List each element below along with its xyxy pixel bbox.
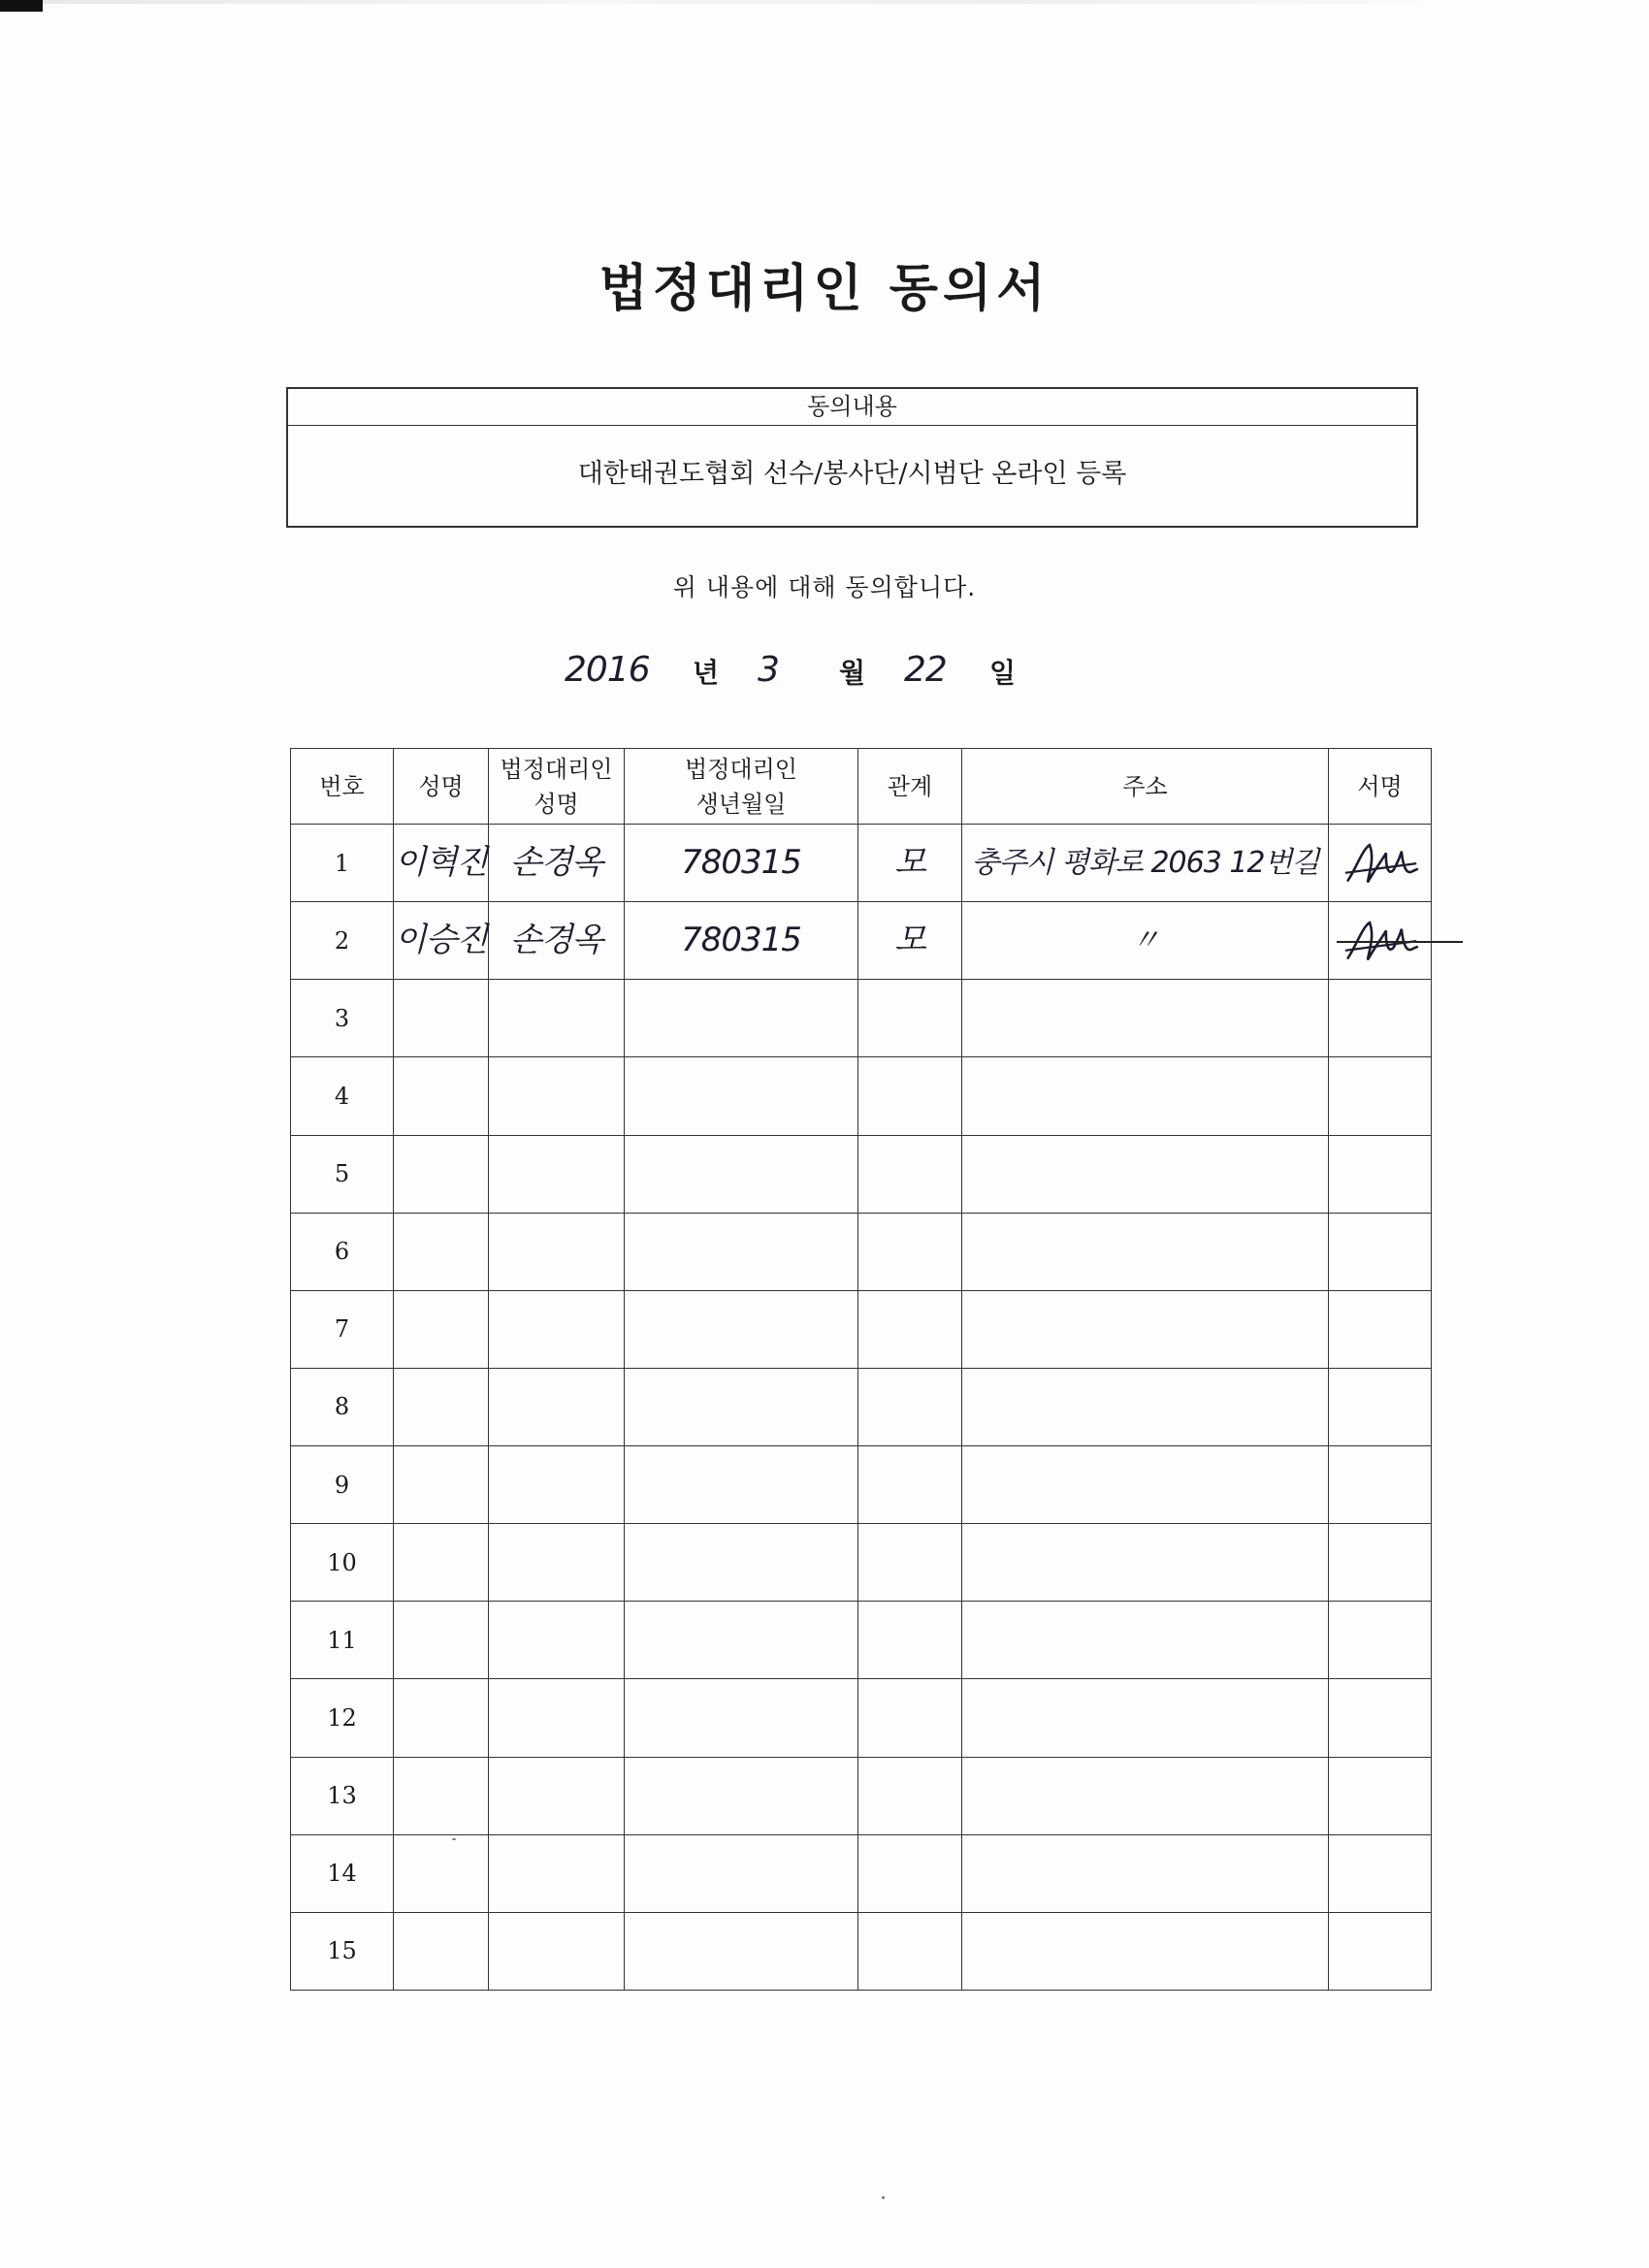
cell-birth bbox=[625, 1446, 858, 1524]
table-row bbox=[291, 1446, 1432, 1524]
cell-signature bbox=[1329, 980, 1432, 1057]
cell-name bbox=[394, 980, 489, 1057]
cell-name bbox=[394, 1446, 489, 1524]
cell-guardian-name bbox=[489, 1912, 625, 1990]
cell-name bbox=[394, 1290, 489, 1368]
cell-address bbox=[962, 1135, 1329, 1213]
cell-guardian-name bbox=[489, 1135, 625, 1213]
cell-birth bbox=[625, 1524, 858, 1602]
cell-name bbox=[394, 1679, 489, 1757]
table-header-row bbox=[291, 749, 1432, 825]
cell-name bbox=[394, 1213, 489, 1290]
cell-guardian-name bbox=[489, 1213, 625, 1290]
cell-signature bbox=[1329, 1290, 1432, 1368]
cell-address bbox=[962, 1213, 1329, 1290]
cell-guardian-name bbox=[489, 1602, 625, 1679]
cell-name bbox=[394, 1368, 489, 1445]
cell-signature bbox=[1329, 1834, 1432, 1912]
cell-relation bbox=[858, 1757, 962, 1834]
row-number: 14 bbox=[291, 1834, 394, 1912]
cell-name bbox=[394, 1912, 489, 1990]
cell-name bbox=[394, 825, 489, 902]
signature-tail-stroke bbox=[1337, 941, 1463, 943]
header-guardian-name-line1: 법정대리인 bbox=[500, 755, 613, 783]
handwritten-guardian-name: 손경옥 bbox=[509, 921, 603, 960]
document-title: 법정대리인 동의서 bbox=[598, 260, 1051, 318]
scan-speck bbox=[882, 2196, 885, 2199]
cell-relation bbox=[858, 1368, 962, 1445]
cell-signature bbox=[1329, 1057, 1432, 1135]
cell-address bbox=[962, 1757, 1329, 1834]
cell-birth bbox=[625, 1290, 858, 1368]
handwritten-address: 충주시 평화로 2063 12번길 bbox=[971, 846, 1319, 881]
cell-relation bbox=[858, 1135, 962, 1213]
row-number: 1 bbox=[291, 825, 394, 902]
cell-name bbox=[394, 902, 489, 980]
cell-guardian-name bbox=[489, 902, 625, 980]
handwritten-signature bbox=[1340, 834, 1420, 892]
row-number: 7 bbox=[291, 1290, 394, 1368]
header-signature: 서명 bbox=[1329, 749, 1432, 825]
cell-relation bbox=[858, 902, 962, 980]
table-row bbox=[291, 980, 1432, 1057]
cell-guardian-name bbox=[489, 825, 625, 902]
row-number: 4 bbox=[291, 1057, 394, 1135]
cell-guardian-name bbox=[489, 1057, 625, 1135]
cell-address bbox=[962, 902, 1329, 980]
header-guardian-birth bbox=[625, 749, 858, 825]
cell-name bbox=[394, 1057, 489, 1135]
table-row bbox=[291, 1524, 1432, 1602]
row-number: 8 bbox=[291, 1368, 394, 1445]
cell-signature bbox=[1329, 1679, 1432, 1757]
cell-name bbox=[394, 1834, 489, 1912]
cell-guardian-name bbox=[489, 980, 625, 1057]
cell-birth bbox=[625, 1679, 858, 1757]
cell-address bbox=[962, 1602, 1329, 1679]
row-number: 12 bbox=[291, 1679, 394, 1757]
cell-address bbox=[962, 1446, 1329, 1524]
cell-birth bbox=[625, 1057, 858, 1135]
cell-birth bbox=[625, 1135, 858, 1213]
table-body bbox=[291, 825, 1432, 1991]
cell-signature bbox=[1329, 825, 1432, 902]
cell-signature bbox=[1329, 902, 1432, 980]
guardian-registration-table bbox=[290, 748, 1432, 1991]
cell-address bbox=[962, 825, 1329, 902]
table-row bbox=[291, 1057, 1432, 1135]
handwritten-name: 이혁진 bbox=[394, 843, 488, 883]
cell-address bbox=[962, 1834, 1329, 1912]
cell-birth bbox=[625, 1602, 858, 1679]
cell-relation bbox=[858, 1290, 962, 1368]
cell-address bbox=[962, 1912, 1329, 1990]
cell-relation bbox=[858, 1524, 962, 1602]
consent-box bbox=[286, 387, 1418, 528]
header-guardian-birth-line2: 생년월일 bbox=[695, 790, 787, 818]
cell-signature bbox=[1329, 1213, 1432, 1290]
handwritten-birth: 780315 bbox=[681, 921, 801, 960]
table-row bbox=[291, 1213, 1432, 1290]
cell-signature bbox=[1329, 1524, 1432, 1602]
row-number: 11 bbox=[291, 1602, 394, 1679]
table-row bbox=[291, 1135, 1432, 1213]
cell-birth bbox=[625, 1912, 858, 1990]
row-number: 2 bbox=[291, 902, 394, 980]
cell-address bbox=[962, 1368, 1329, 1445]
cell-signature bbox=[1329, 1602, 1432, 1679]
scan-edge-mark bbox=[0, 0, 43, 12]
row-number: 13 bbox=[291, 1757, 394, 1834]
cell-relation bbox=[858, 1679, 962, 1757]
cell-guardian-name bbox=[489, 1834, 625, 1912]
cell-name bbox=[394, 1135, 489, 1213]
table-row bbox=[291, 1912, 1432, 1990]
cell-address bbox=[962, 1524, 1329, 1602]
cell-address bbox=[962, 1679, 1329, 1757]
table-row bbox=[291, 825, 1432, 902]
handwritten-relation: 모 bbox=[894, 843, 925, 883]
header-address: 주소 bbox=[962, 749, 1329, 825]
table-row bbox=[291, 1368, 1432, 1445]
handwritten-address: 〃 bbox=[1131, 923, 1159, 958]
handwritten-relation: 모 bbox=[894, 921, 925, 960]
table-row bbox=[291, 1834, 1432, 1912]
scan-speck bbox=[452, 1838, 456, 1840]
cell-name bbox=[394, 1602, 489, 1679]
date-year-label: 년 bbox=[693, 657, 720, 689]
table-row bbox=[291, 1602, 1432, 1679]
cell-guardian-name bbox=[489, 1679, 625, 1757]
cell-birth bbox=[625, 902, 858, 980]
header-guardian-name-line2: 성명 bbox=[534, 790, 579, 818]
row-number: 5 bbox=[291, 1135, 394, 1213]
row-number: 6 bbox=[291, 1213, 394, 1290]
cell-guardian-name bbox=[489, 1290, 625, 1368]
cell-guardian-name bbox=[489, 1368, 625, 1445]
consent-content: 대한태권도협회 선수/봉사단/시범단 온라인 등록 bbox=[577, 459, 1127, 489]
cell-signature bbox=[1329, 1446, 1432, 1524]
row-number: 3 bbox=[291, 980, 394, 1057]
cell-guardian-name bbox=[489, 1524, 625, 1602]
cell-relation bbox=[858, 1912, 962, 1990]
cell-relation bbox=[858, 825, 962, 902]
cell-relation bbox=[858, 1213, 962, 1290]
header-relation: 관계 bbox=[858, 749, 962, 825]
cell-signature bbox=[1329, 1757, 1432, 1834]
scan-edge-noise bbox=[43, 0, 1420, 4]
cell-signature bbox=[1329, 1368, 1432, 1445]
cell-relation bbox=[858, 1834, 962, 1912]
table-row bbox=[291, 1679, 1432, 1757]
cell-address bbox=[962, 1057, 1329, 1135]
date-day-label: 일 bbox=[989, 657, 1017, 689]
table-row bbox=[291, 1757, 1432, 1834]
row-number: 9 bbox=[291, 1446, 394, 1524]
header-guardian-name bbox=[489, 749, 625, 825]
date-month: 3 bbox=[758, 650, 779, 690]
cell-signature bbox=[1329, 1912, 1432, 1990]
cell-guardian-name bbox=[489, 1757, 625, 1834]
row-number: 10 bbox=[291, 1524, 394, 1602]
date-month-label: 월 bbox=[839, 657, 866, 689]
cell-relation bbox=[858, 1446, 962, 1524]
cell-name bbox=[394, 1524, 489, 1602]
date-year: 2016 bbox=[565, 650, 650, 690]
cell-birth bbox=[625, 1213, 858, 1290]
handwritten-name: 이승진 bbox=[394, 921, 488, 960]
table-row bbox=[291, 1290, 1432, 1368]
date-day: 22 bbox=[904, 650, 947, 690]
cell-relation bbox=[858, 1602, 962, 1679]
consent-header: 동의내용 bbox=[288, 389, 1416, 426]
cell-address bbox=[962, 1290, 1329, 1368]
cell-birth bbox=[625, 1757, 858, 1834]
cell-relation bbox=[858, 980, 962, 1057]
cell-birth bbox=[625, 825, 858, 902]
cell-birth bbox=[625, 980, 858, 1057]
cell-name bbox=[394, 1757, 489, 1834]
cell-birth bbox=[625, 1834, 858, 1912]
handwritten-guardian-name: 손경옥 bbox=[509, 843, 603, 883]
handwritten-birth: 780315 bbox=[681, 843, 801, 883]
cell-relation bbox=[858, 1057, 962, 1135]
header-name: 성명 bbox=[394, 749, 489, 825]
cell-address bbox=[962, 980, 1329, 1057]
header-guardian-birth-line1: 법정대리인 bbox=[685, 755, 797, 783]
cell-guardian-name bbox=[489, 1446, 625, 1524]
header-no: 번호 bbox=[291, 749, 394, 825]
row-number: 15 bbox=[291, 1912, 394, 1990]
cell-birth bbox=[625, 1368, 858, 1445]
agreement-statement: 위 내용에 대해 동의합니다. bbox=[672, 573, 977, 601]
table-row bbox=[291, 902, 1432, 980]
cell-signature bbox=[1329, 1135, 1432, 1213]
